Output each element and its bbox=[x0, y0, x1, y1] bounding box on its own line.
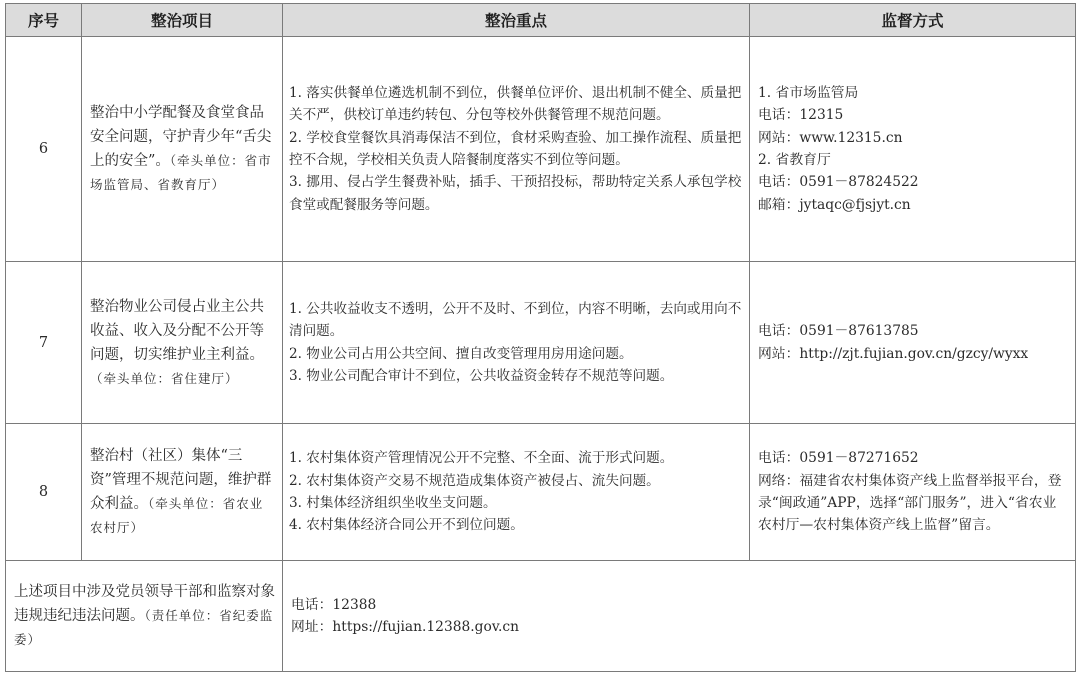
focus-cell bbox=[283, 262, 750, 424]
footer-item-cell bbox=[6, 561, 283, 672]
table-row bbox=[6, 424, 1076, 561]
focus-point: 1. 公共收益收支不透明，公开不及时、不到位，内容不明晰，去向或用向不清问题。 bbox=[289, 300, 742, 340]
supervision-line: 网络：福建省农村集体资产线上监督举报平台，登录“闽政通”APP，选择“部门服务”，进入“省农业农村厅—农村集体资产线上监督”留言。 bbox=[758, 472, 1062, 534]
seq-cell: 6 bbox=[6, 37, 82, 262]
supervision-line: 电话：12388 bbox=[291, 596, 377, 613]
supervision-line: 电话：0591－87271652 bbox=[758, 450, 919, 467]
website-link[interactable]: 网址：https://fujian.12388.gov.cn bbox=[291, 619, 519, 635]
header-seq: 序号 bbox=[6, 4, 82, 37]
header-focus: 整治重点 bbox=[283, 4, 750, 37]
responsible-unit: （牵头单位：省农业农村厅） bbox=[90, 496, 264, 535]
focus-point: 1. 落实供餐单位遴选机制不到位，供餐单位评价、退出机制不健全、质量把关不严，供校订单违约转包、分包等校外供餐管理不规范问题。 bbox=[289, 84, 742, 124]
responsible-unit: （牵头单位：省市场监管局、省教育厅） bbox=[90, 153, 272, 192]
focus-point: 2. 物业公司占用公共空间、擅自改变管理用房用途问题。 bbox=[289, 345, 633, 362]
supervision-line: 1. 省市场监管局 bbox=[758, 84, 859, 101]
focus-cell bbox=[283, 37, 750, 262]
website-link[interactable]: 网站：www.12315.cn bbox=[758, 129, 903, 146]
item-text: 整治物业公司侵占业主公共收益、收入及分配不公开等问题，切实维护业主利益。 bbox=[90, 298, 264, 363]
focus-point: 3. 挪用、侵占学生餐费补贴，插手、干预招投标，帮助特定关系人承包学校食堂或配餐服务等问题。 bbox=[289, 174, 742, 213]
responsible-unit: （牵头单位：省住建厅） bbox=[90, 370, 239, 386]
focus-point: 4. 农村集体经济合同公开不到位问题。 bbox=[289, 517, 524, 534]
focus-point: 3. 村集体经济组织坐收坐支问题。 bbox=[289, 495, 497, 511]
item-cell bbox=[82, 262, 283, 424]
email-link[interactable]: 邮箱：jytaqc@fjsjyt.cn bbox=[758, 196, 911, 213]
focus-point: 2. 农村集体资产交易不规范造成集体资产被侵占、流失问题。 bbox=[289, 472, 660, 489]
item-cell bbox=[82, 424, 283, 561]
supervision-table bbox=[5, 3, 1076, 672]
item-cell bbox=[82, 37, 283, 262]
seq-cell: 8 bbox=[6, 424, 82, 561]
supervision-cell bbox=[750, 424, 1076, 561]
focus-point: 1. 农村集体资产管理情况公开不完整、不全面、流于形式问题。 bbox=[289, 450, 674, 467]
supervision-line: 电话：12315 bbox=[758, 107, 844, 124]
header-supervision: 监督方式 bbox=[750, 4, 1076, 37]
focus-point: 3. 物业公司配合审计不到位，公共收益资金转存不规范等问题。 bbox=[289, 367, 674, 384]
supervision-line: 电话：0591－87824522 bbox=[758, 174, 919, 191]
supervision-line: 2. 省教育厅 bbox=[758, 152, 831, 168]
supervision-line: 电话：0591－87613785 bbox=[758, 323, 919, 340]
focus-cell bbox=[283, 424, 750, 561]
seq-cell: 7 bbox=[6, 262, 82, 424]
responsible-unit: （责任单位：省纪委监委） bbox=[14, 608, 274, 647]
table-row bbox=[6, 37, 1076, 262]
supervision-cell bbox=[750, 262, 1076, 424]
footer-supervision-cell bbox=[283, 561, 1076, 672]
footer-item-text: 上述项目中涉及党员领导干部和监察对象违规违纪违法问题。 bbox=[14, 584, 275, 624]
footer-row bbox=[6, 561, 1076, 672]
website-link[interactable]: 网站：http://zjt.fujian.gov.cn/gzcy/wyxx bbox=[758, 345, 1029, 362]
item-text: 整治中小学配餐及食堂食品安全问题，守护青少年“舌尖上的安全”。 bbox=[90, 105, 272, 169]
item-text: 整治村（社区）集体“三资”管理不规范问题，维护群众利益。 bbox=[90, 448, 272, 512]
table-row bbox=[6, 262, 1076, 424]
supervision-cell bbox=[750, 37, 1076, 262]
focus-point: 2. 学校食堂餐饮具消毒保洁不到位，食材采购查验、加工操作流程、质量把控不合规，学校相关负责人陪餐制度落实不到位等问题。 bbox=[289, 129, 742, 168]
header-item: 整治项目 bbox=[82, 4, 283, 37]
header-row bbox=[6, 4, 1076, 37]
